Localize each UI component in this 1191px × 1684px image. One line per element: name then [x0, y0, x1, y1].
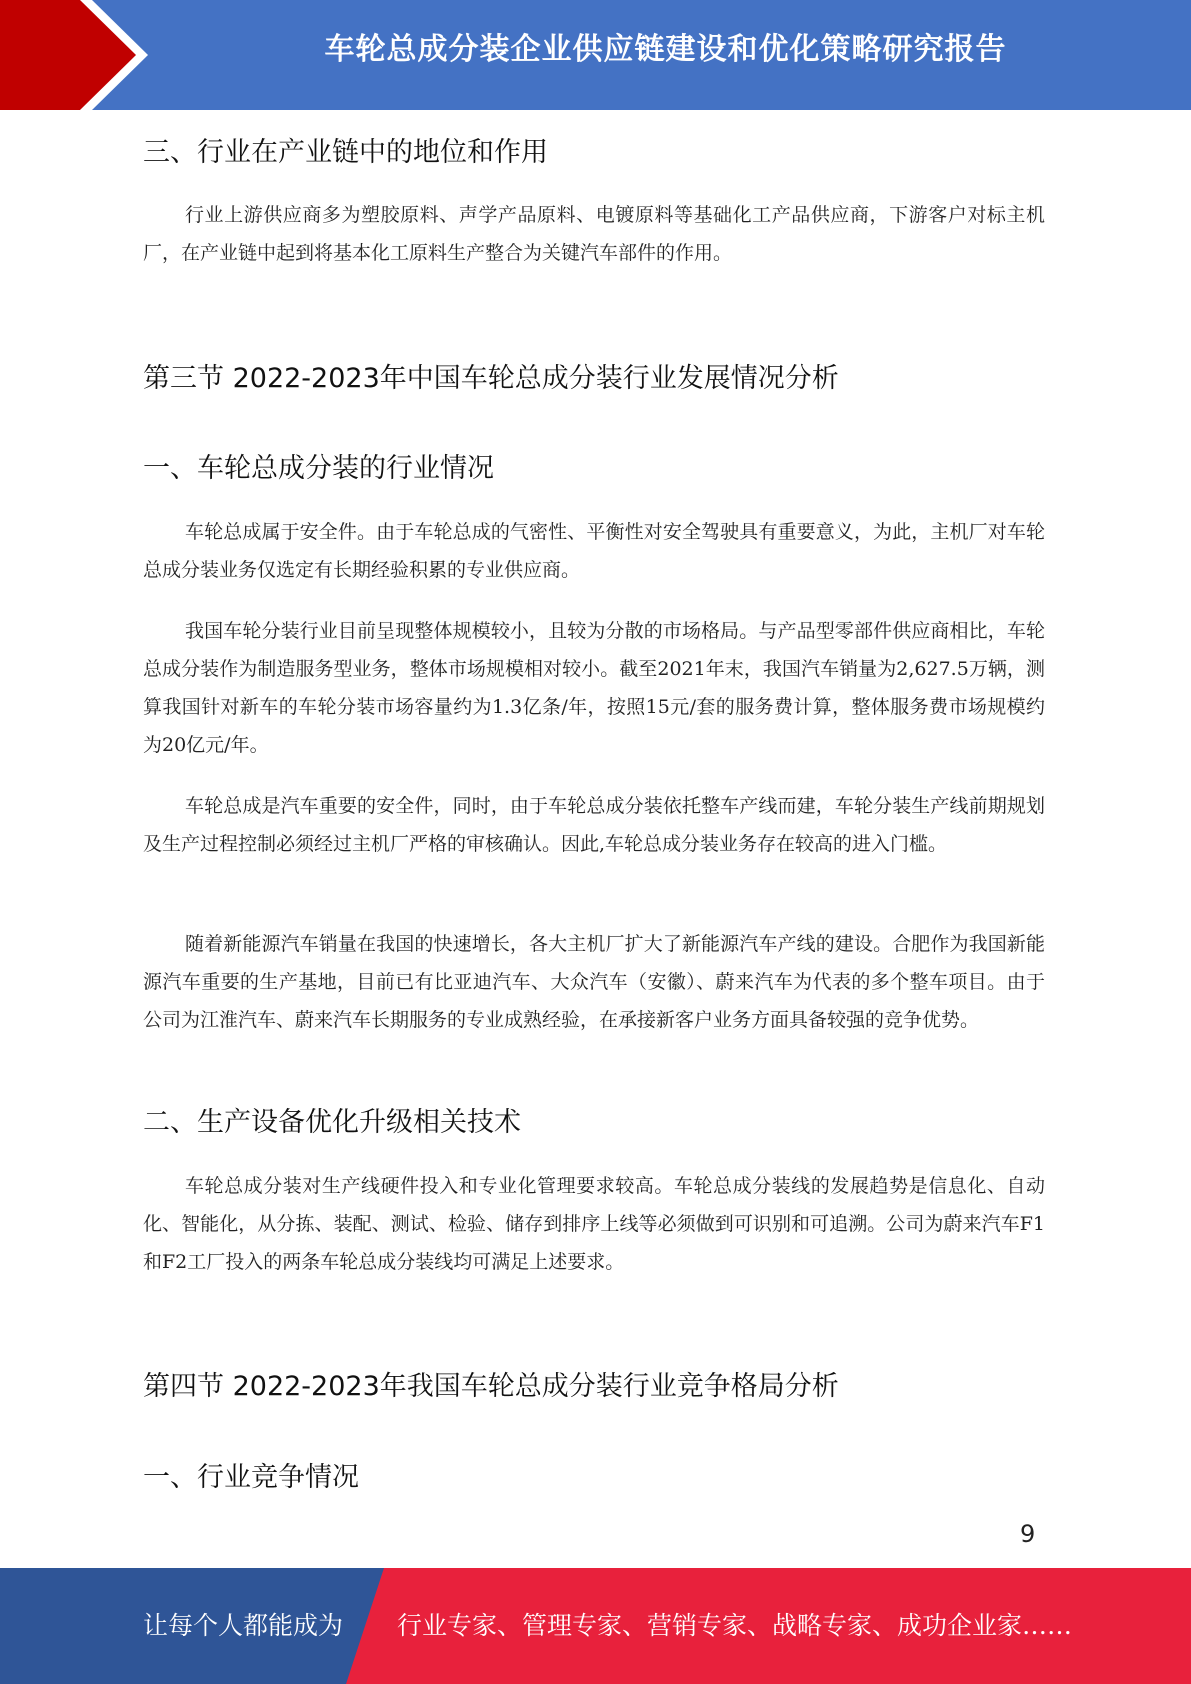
document-title: 车轮总成分装企业供应链建设和优化策略研究报告 [324, 32, 1007, 67]
section-heading: 第四节 2022-2023年我国车轮总成分装行业竞争格局分析 [143, 1371, 839, 1402]
paragraph: 车轮总成是汽车重要的安全件，同时，由于车轮总成分装依托整车产线而建，车轮分装生产线前期规划及生产过程控制必须经过主机厂严格的审核确认。因此,车轮总成分装业务存在较高的进入门槛。 [143, 795, 1045, 855]
footer-slogan-left: 让每个人都能成为 [143, 1611, 344, 1640]
page-footer [0, 1568, 1191, 1684]
section-heading: 一、行业竞争情况 [143, 1462, 359, 1493]
paragraph: 行业上游供应商多为塑胶原料、声学产品原料、电镀原料等基础化工产品供应商，下游客户对标主机厂，在产业链中起到将基本化工原料生产整合为关键汽车部件的作用。 [143, 204, 1045, 264]
page-number: 9 [1020, 1520, 1036, 1548]
paragraph: 车轮总成分装对生产线硬件投入和专业化管理要求较高。车轮总成分装线的发展趋势是信息化、自动化、智能化，从分拣、装配、测试、检验、储存到排序上线等必须做到可识别和可追溯。公司为蔚来汽车F1和F2工厂投入的两条车轮总成分装线均可满足上述要求。 [143, 1175, 1045, 1273]
footer-slogan-right: 行业专家、管理专家、营销专家、战略专家、成功企业家…… [397, 1611, 1073, 1640]
paragraph: 我国车轮分装行业目前呈现整体规模较小，且较为分散的市场格局。与产品型零部件供应商相比，车轮总成分装作为制造服务型业务，整体市场规模相对较小。截至2021年末，我国汽车销量为2,627.5万辆，测算我国针对新车的车轮分装市场容量约为1.3亿条/年，按照15元/套的服务费计算，整体服务费市场规模约为20亿元/年。 [143, 620, 1045, 756]
section-heading: 第三节 2022-2023年中国车轮总成分装行业发展情况分析 [143, 363, 839, 394]
section-heading: 一、车轮总成分装的行业情况 [143, 453, 494, 484]
section-heading: 二、生产设备优化升级相关技术 [143, 1107, 521, 1138]
page-header [0, 0, 1191, 110]
paragraph: 车轮总成属于安全件。由于车轮总成的气密性、平衡性对安全驾驶具有重要意义，为此，主机厂对车轮总成分装业务仅选定有长期经验积累的专业供应商。 [143, 521, 1045, 581]
section-heading: 三、行业在产业链中的地位和作用 [143, 137, 548, 168]
paragraph: 随着新能源汽车销量在我国的快速增长，各大主机厂扩大了新能源汽车产线的建设。合肥作为我国新能源汽车重要的生产基地，目前已有比亚迪汽车、大众汽车（安徽）、蔚来汽车为代表的多个整车项目。由于公司为江淮汽车、蔚来汽车长期服务的专业成熟经验，在承接新客户业务方面具备较强的竞争优势。 [143, 933, 1045, 1031]
